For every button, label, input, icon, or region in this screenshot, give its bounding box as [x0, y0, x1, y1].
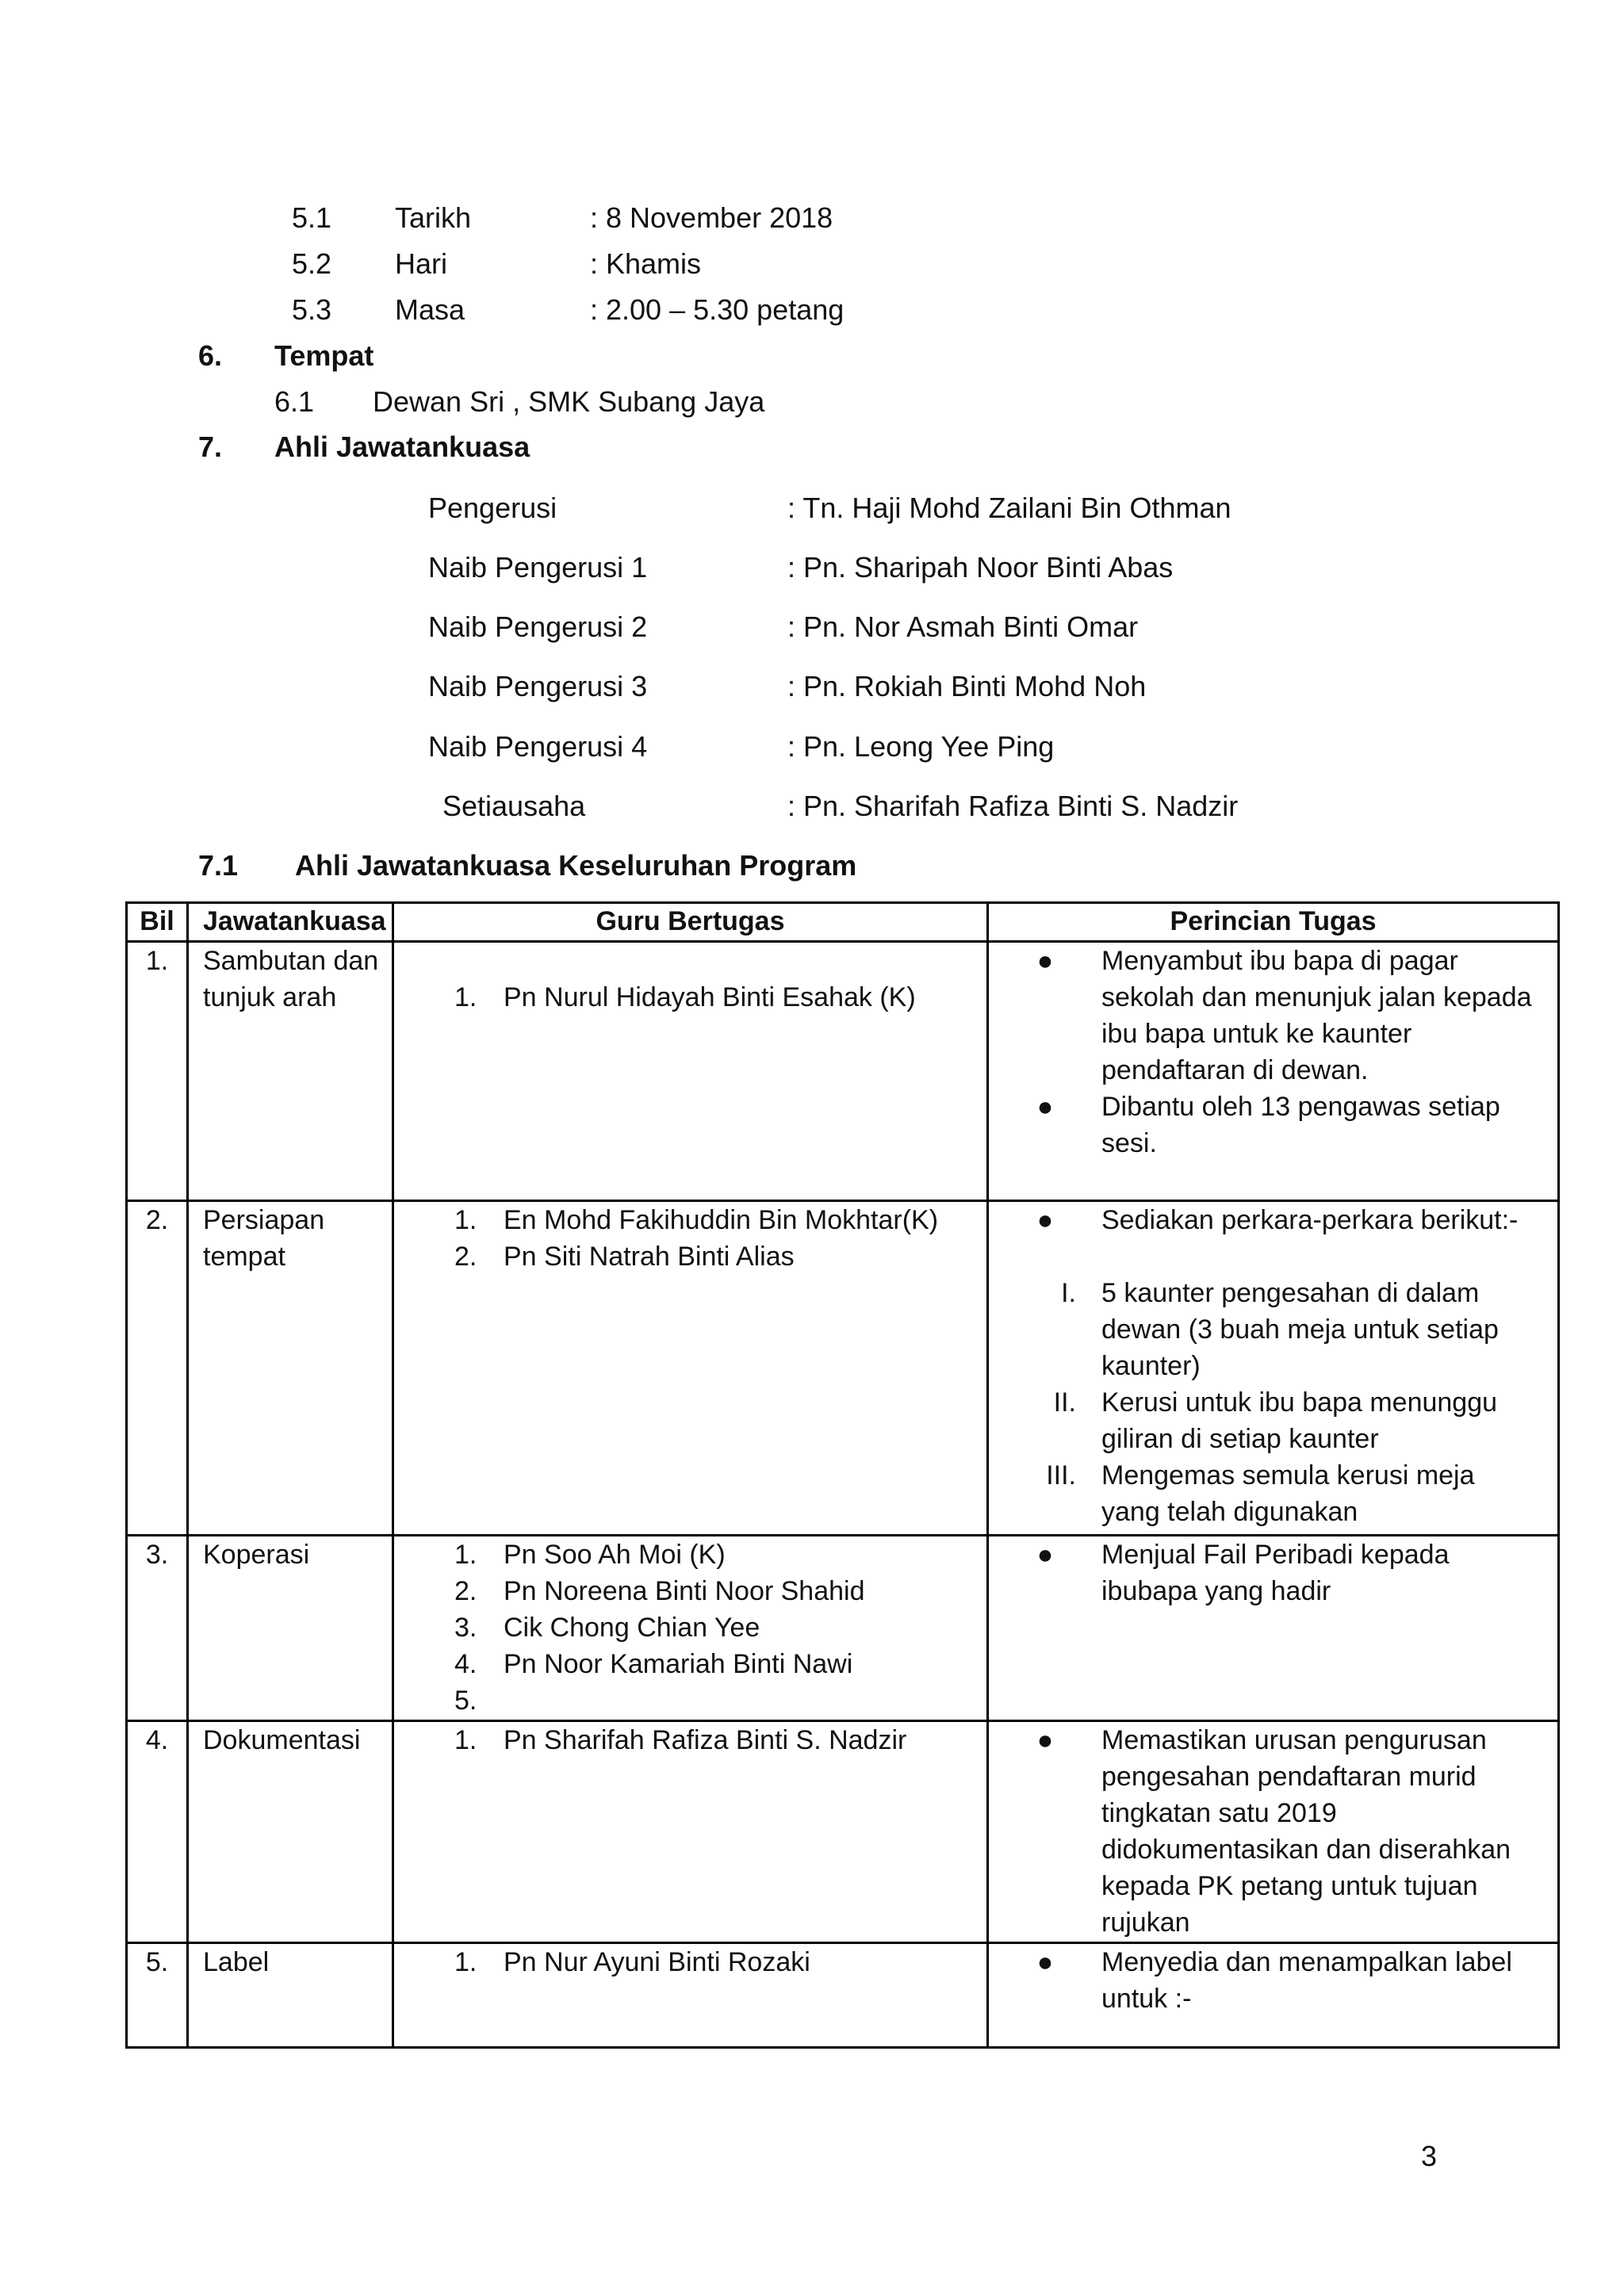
task-line: tingkatan satu 2019 — [1101, 1798, 1337, 1828]
task-line: pengesahan pendaftaran murid — [1101, 1762, 1477, 1792]
bullet-icon: ● — [1036, 946, 1054, 976]
teacher-list — [394, 1944, 986, 1980]
list-item — [989, 943, 1546, 1089]
date-row-num: 5.1 — [292, 201, 332, 234]
list-item — [454, 979, 986, 1016]
roman-numeral: III. — [1046, 1460, 1076, 1490]
list-item — [989, 1536, 1546, 1609]
teacher-list-cell — [393, 1201, 988, 1536]
committee-name-line: tunjuk arah — [203, 982, 337, 1012]
teacher-list-cell — [393, 1721, 988, 1943]
task-line: ibu bapa untuk ke kaunter — [1101, 1019, 1412, 1049]
section-number: 6. — [198, 339, 223, 372]
task-list — [989, 943, 1557, 1161]
list-number: 3. — [454, 1613, 477, 1643]
task-list-cell — [988, 1943, 1559, 2048]
task-line: Dibantu oleh 13 pengawas setiap — [1101, 1092, 1500, 1122]
list-item — [454, 1609, 986, 1646]
date-row-value: : 2.00 – 5.30 petang — [590, 293, 845, 326]
teacher-list-cell — [393, 1943, 988, 2048]
column-header-bil: Bil — [127, 903, 188, 942]
task-line: didokumentasikan dan diserahkan — [1101, 1835, 1511, 1865]
task-list — [989, 1202, 1557, 1238]
member-name: : Pn. Rokiah Binti Mohd Noh — [787, 670, 1147, 702]
list-item — [454, 1202, 986, 1238]
list-item — [454, 1682, 986, 1719]
subsection-number: 6.1 — [274, 385, 315, 418]
column-header-perincian-tugas: Perincian Tugas — [988, 903, 1559, 942]
task-list — [989, 1944, 1557, 2017]
teacher-name: Pn Noor Kamariah Binti Nawi — [504, 1649, 853, 1679]
teacher-list — [394, 979, 986, 1016]
roman-numeral: II. — [1053, 1387, 1076, 1418]
committee-name — [188, 1201, 393, 1536]
teacher-list — [394, 1202, 986, 1275]
committee-name-line: Sambutan dan — [203, 946, 379, 976]
column-header-jawatankuasa: Jawatankuasa — [188, 903, 393, 942]
task-line: sesi. — [1101, 1128, 1157, 1158]
teacher-name: Pn Siti Natrah Binti Alias — [504, 1242, 795, 1272]
list-number: 1. — [454, 1725, 477, 1755]
teacher-name: Cik Chong Chian Yee — [504, 1613, 760, 1643]
member-role: Pengerusi — [428, 492, 557, 524]
task-line: giliran di setiap kaunter — [1101, 1424, 1379, 1454]
member-role: Setiausaha — [442, 790, 586, 822]
task-line: Sediakan perkara-perkara berikut:- — [1101, 1205, 1519, 1235]
list-item — [989, 1457, 1546, 1530]
member-name: : Tn. Haji Mohd Zailani Bin Othman — [787, 492, 1231, 524]
bullet-icon: ● — [1036, 1725, 1054, 1755]
list-item — [454, 1573, 986, 1609]
committee-name — [188, 1721, 393, 1943]
task-list — [989, 1536, 1557, 1609]
list-item — [989, 1089, 1546, 1161]
teacher-name: En Mohd Fakihuddin Bin Mokhtar(K) — [504, 1205, 939, 1235]
teacher-name: Pn Nur Ayuni Binti Rozaki — [504, 1947, 810, 1977]
table-row — [127, 942, 1559, 1201]
task-line: 5 kaunter pengesahan di dalam — [1101, 1278, 1480, 1308]
committee-name-line: tempat — [203, 1242, 285, 1272]
teacher-list — [394, 1536, 986, 1719]
teacher-list-cell — [393, 942, 988, 1201]
committee-name — [188, 942, 393, 1201]
task-list — [989, 1722, 1557, 1941]
task-list-cell — [988, 942, 1559, 1201]
row-number: 5. — [127, 1943, 188, 2048]
task-line: Menyambut ibu bapa di pagar — [1101, 946, 1458, 976]
list-item — [989, 1722, 1546, 1941]
row-number: 3. — [127, 1536, 188, 1721]
task-line: Menjual Fail Peribadi kepada — [1101, 1540, 1450, 1570]
committee-name-line: Dokumentasi — [203, 1725, 361, 1755]
section-heading: Ahli Jawatankuasa — [274, 430, 530, 463]
table-row — [127, 1721, 1559, 1943]
task-line: ibubapa yang hadir — [1101, 1576, 1331, 1606]
task-line: Kerusi untuk ibu bapa menunggu — [1101, 1387, 1498, 1418]
task-line: untuk :- — [1101, 1984, 1192, 2014]
list-item — [989, 1384, 1546, 1457]
list-item — [989, 1944, 1546, 2017]
member-name: : Pn. Leong Yee Ping — [787, 730, 1055, 763]
section-number: 7. — [198, 430, 223, 463]
list-number: 4. — [454, 1649, 477, 1679]
bullet-icon: ● — [1036, 1947, 1054, 1977]
row-number: 2. — [127, 1201, 188, 1536]
list-item — [454, 1722, 986, 1758]
date-row-value: : 8 November 2018 — [590, 201, 833, 234]
member-role: Naib Pengerusi 2 — [428, 610, 648, 643]
row-number: 1. — [127, 942, 188, 1201]
table-row — [127, 1943, 1559, 2048]
table-row — [127, 1201, 1559, 1536]
committee-name-line: Label — [203, 1947, 270, 1977]
roman-task-list — [989, 1275, 1557, 1530]
bullet-icon: ● — [1036, 1540, 1054, 1570]
list-number: 5. — [454, 1686, 477, 1716]
task-line: yang telah digunakan — [1101, 1497, 1358, 1527]
list-item — [454, 1536, 986, 1573]
date-row-label: Tarikh — [395, 201, 472, 234]
row-number: 4. — [127, 1721, 188, 1943]
task-line: kepada PK petang untuk tujuan — [1101, 1871, 1478, 1901]
date-row-label: Masa — [395, 293, 465, 326]
list-number: 1. — [454, 1205, 477, 1235]
task-line: dewan (3 buah meja untuk setiap — [1101, 1314, 1499, 1345]
committee-name-line: Koperasi — [203, 1540, 310, 1570]
teacher-name: Pn Nurul Hidayah Binti Esahak (K) — [504, 982, 916, 1012]
venue-text: Dewan Sri , SMK Subang Jaya — [373, 385, 765, 418]
table-row — [127, 1536, 1559, 1721]
date-row-label: Hari — [395, 247, 448, 280]
member-name: : Pn. Sharifah Rafiza Binti S. Nadzir — [787, 790, 1239, 822]
list-number: 1. — [454, 1947, 477, 1977]
list-number: 2. — [454, 1242, 477, 1272]
date-row-num: 5.2 — [292, 247, 332, 280]
task-line: Memastikan urusan pengurusan — [1101, 1725, 1487, 1755]
task-list-cell — [988, 1536, 1559, 1721]
date-row-value: : Khamis — [590, 247, 702, 280]
member-role: Naib Pengerusi 4 — [428, 730, 648, 763]
list-item — [454, 1944, 986, 1980]
committee-table — [125, 901, 1560, 2049]
member-name: : Pn. Sharipah Noor Binti Abas — [787, 551, 1174, 584]
list-item — [989, 1275, 1546, 1384]
bullet-icon: ● — [1036, 1205, 1054, 1235]
task-line: sekolah dan menunjuk jalan kepada — [1101, 982, 1532, 1012]
teacher-list-cell — [393, 1536, 988, 1721]
column-header-guru-bertugas: Guru Bertugas — [393, 903, 988, 942]
list-item — [454, 1238, 986, 1275]
bullet-icon: ● — [1036, 1092, 1054, 1122]
task-line: rujukan — [1101, 1908, 1190, 1938]
page-number: 3 — [1421, 2140, 1438, 2172]
task-list-cell — [988, 1721, 1559, 1943]
roman-numeral: I. — [1061, 1278, 1076, 1308]
task-line: Mengemas semula kerusi meja — [1101, 1460, 1475, 1490]
list-number: 1. — [454, 1540, 477, 1570]
task-line: kaunter) — [1101, 1351, 1201, 1381]
task-line: Menyedia dan menampalkan label — [1101, 1947, 1512, 1977]
task-list-cell — [988, 1201, 1559, 1536]
date-row-num: 5.3 — [292, 293, 332, 326]
member-name: : Pn. Nor Asmah Binti Omar — [787, 610, 1139, 643]
committee-name — [188, 1536, 393, 1721]
teacher-name: Pn Soo Ah Moi (K) — [504, 1540, 726, 1570]
table-caption: Ahli Jawatankuasa Keseluruhan Program — [295, 849, 857, 882]
task-line: pendaftaran di dewan. — [1101, 1055, 1369, 1085]
member-role: Naib Pengerusi 1 — [428, 551, 648, 584]
table-header-row — [127, 903, 1559, 942]
teacher-name: Pn Sharifah Rafiza Binti S. Nadzir — [504, 1725, 907, 1755]
teacher-list — [394, 1722, 986, 1758]
member-role: Naib Pengerusi 3 — [428, 670, 648, 702]
list-item — [989, 1202, 1546, 1238]
list-item — [454, 1646, 986, 1682]
committee-name — [188, 1943, 393, 2048]
committee-name-line: Persiapan — [203, 1205, 325, 1235]
teacher-name: Pn Noreena Binti Noor Shahid — [504, 1576, 865, 1606]
subsection-number: 7.1 — [198, 849, 239, 882]
section-heading: Tempat — [274, 339, 374, 372]
list-number: 2. — [454, 1576, 477, 1606]
list-number: 1. — [454, 982, 477, 1012]
